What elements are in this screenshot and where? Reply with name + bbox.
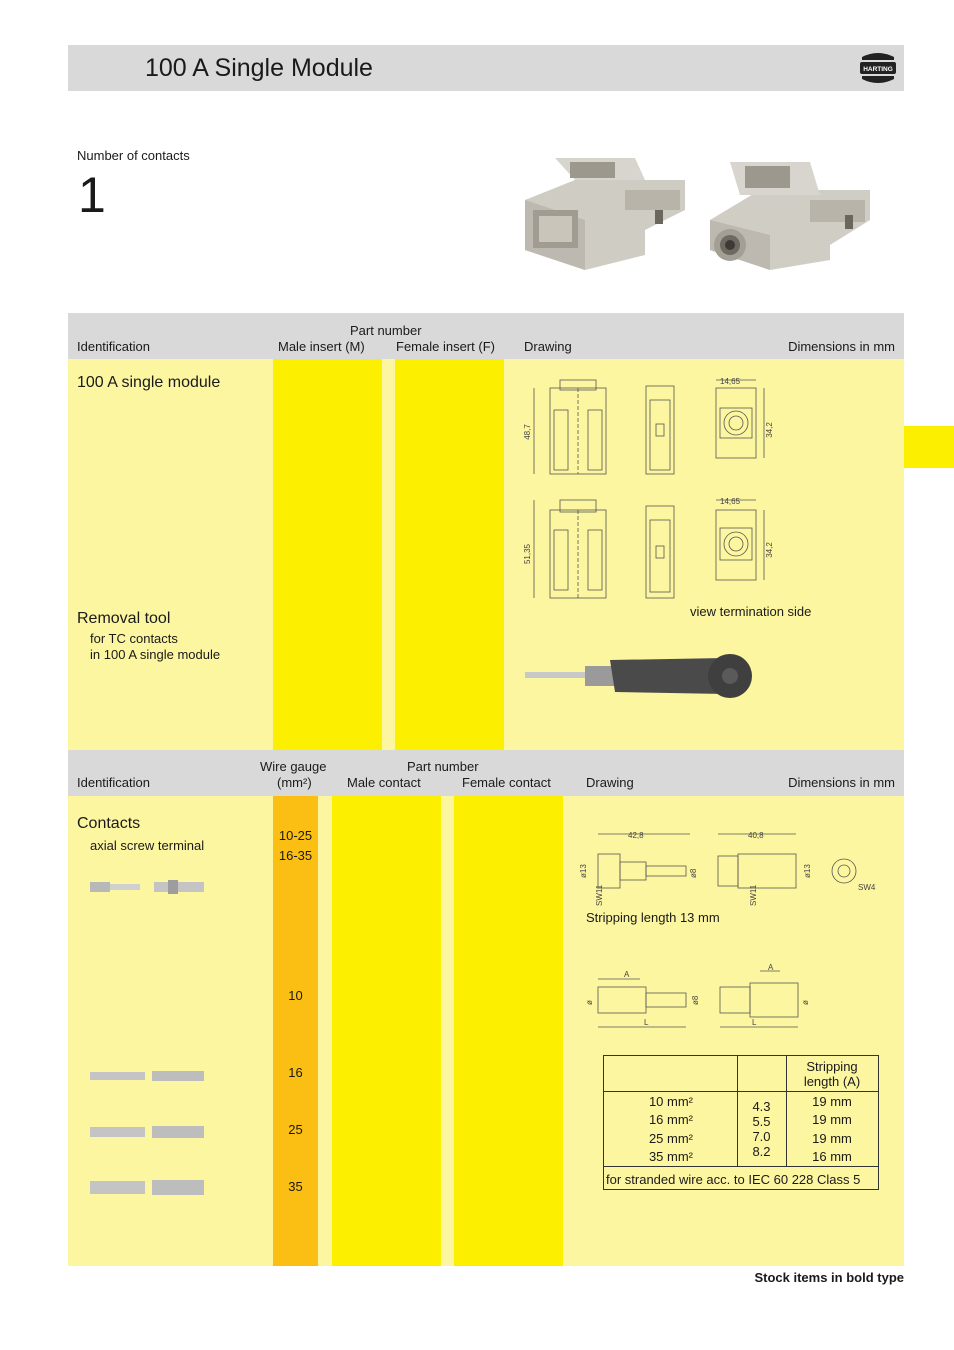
table2-wire-gauge: Wire gauge [260,759,327,774]
dim-a-m: A [624,970,630,979]
table2-identification: Identification [77,775,150,790]
stock-note: Stock items in bold type [754,1270,904,1285]
table2-female-col [454,796,563,1266]
dim-l-f: L [752,1018,757,1027]
dim-sw-f: SW11 [749,884,758,906]
table1-male-col [273,359,382,750]
contacts-value: 1 [78,167,106,223]
dim-d8-m: ø8 [689,868,698,878]
table2-part-number: Part number [407,759,479,774]
gauge-16-35: 16-35 [278,848,313,863]
strip-header-1: Stripping [806,1059,858,1074]
table1-part-number: Part number [350,323,422,338]
dim-d8-c: ø8 [691,995,700,1005]
dim-depth-f: 34,2 [765,542,774,558]
dim-width-f: 14,65 [720,497,741,506]
male-insert-photo [515,150,695,275]
table2-drawing: Drawing [586,775,634,790]
strip-row1-d: 4.3 [752,1099,771,1114]
contacts-label: Number of contacts [77,148,190,163]
page-title: 100 A Single Module [145,54,373,82]
item-contacts: Contacts [77,815,141,832]
table2-male-col [332,796,441,1266]
strip-row4-gauge: 35 mm² [648,1149,693,1164]
gauge-10-25: 10-25 [278,828,313,843]
strip-row2-d: 5.5 [752,1114,771,1129]
table2-gauge-col [273,796,318,1266]
strip-footnote: for stranded wire acc. to IEC 60 228 Class 5 [606,1172,861,1187]
section-tab [904,426,954,468]
harting-logo [858,51,898,85]
dim-d-m: ø [585,1000,594,1005]
dim-len-m: 42,8 [628,831,644,840]
dim-l-m: L [644,1018,649,1027]
dim-len-f: 40,8 [748,831,764,840]
female-insert-photo [700,150,880,275]
table1-dimensions: Dimensions in mm [788,339,895,354]
strip-row1-len: 19 mm [812,1094,852,1109]
table1-female-col [395,359,504,750]
table2-dimensions: Dimensions in mm [788,775,895,790]
table2-female-contact: Female contact [462,775,551,790]
contact-drawings-crimp [580,965,820,1035]
removal-tool-sub2: in 100 A single module [90,647,221,662]
table1-drawing: Drawing [524,339,572,354]
strip-row4-len: 16 mm [812,1149,852,1164]
gauge-10: 10 [288,988,303,1003]
item-removal-tool: Removal tool [77,610,171,627]
gauge-25: 25 [288,1122,303,1137]
dim-d13-m: ø13 [579,864,588,878]
contact-photo-screw [88,876,208,898]
strip-row1-gauge: 10 mm² [648,1094,693,1109]
dim-height-f: 51,35 [523,543,532,565]
stripping-table [603,1055,879,1190]
strip-row3-d: 7.0 [752,1129,771,1144]
contact-photo-35 [88,1177,208,1199]
strip-row3-gauge: 25 mm² [648,1131,693,1146]
dim-sw-m: SW11 [595,884,604,906]
strip-row3-len: 19 mm [812,1131,852,1146]
table1-identification: Identification [77,339,150,354]
contact-photo-25 [88,1122,208,1142]
table2-male-contact: Male contact [347,775,421,790]
logo-text: HARTING [863,66,893,73]
strip-header-2: length (A) [803,1074,861,1089]
dim-width-m: 14,65 [720,377,741,386]
table2-wire-unit: (mm²) [277,775,312,790]
table1-female-insert: Female insert (F) [396,339,495,354]
contact-drawings-screw [580,826,880,916]
dim-sw4: SW4 [858,883,876,892]
dim-depth-m: 34,2 [765,422,774,438]
dim-height-m: 48,7 [523,424,532,440]
view-termination-note: view termination side [690,604,812,619]
dim-a-f: A [768,963,774,972]
insert-drawings [520,370,780,610]
table1-ident-col [68,359,259,750]
contacts-sub: axial screw terminal [90,838,205,853]
contact-photo-16 [88,1066,208,1086]
strip-row4-d: 8.2 [752,1144,771,1159]
stripping-length-note: Stripping length 13 mm [586,910,720,925]
dim-d-f: ø [801,1000,810,1005]
strip-row2-gauge: 16 mm² [648,1112,693,1127]
strip-row2-len: 19 mm [812,1112,852,1127]
gauge-16: 16 [288,1065,303,1080]
gauge-35: 35 [288,1179,303,1194]
table1-male-insert: Male insert (M) [278,339,365,354]
removal-tool-sub1: for TC contacts [90,631,178,646]
item-single-module: 100 A single module [77,374,221,391]
dim-d13-f: ø13 [803,864,812,878]
removal-tool-photo [525,650,770,710]
